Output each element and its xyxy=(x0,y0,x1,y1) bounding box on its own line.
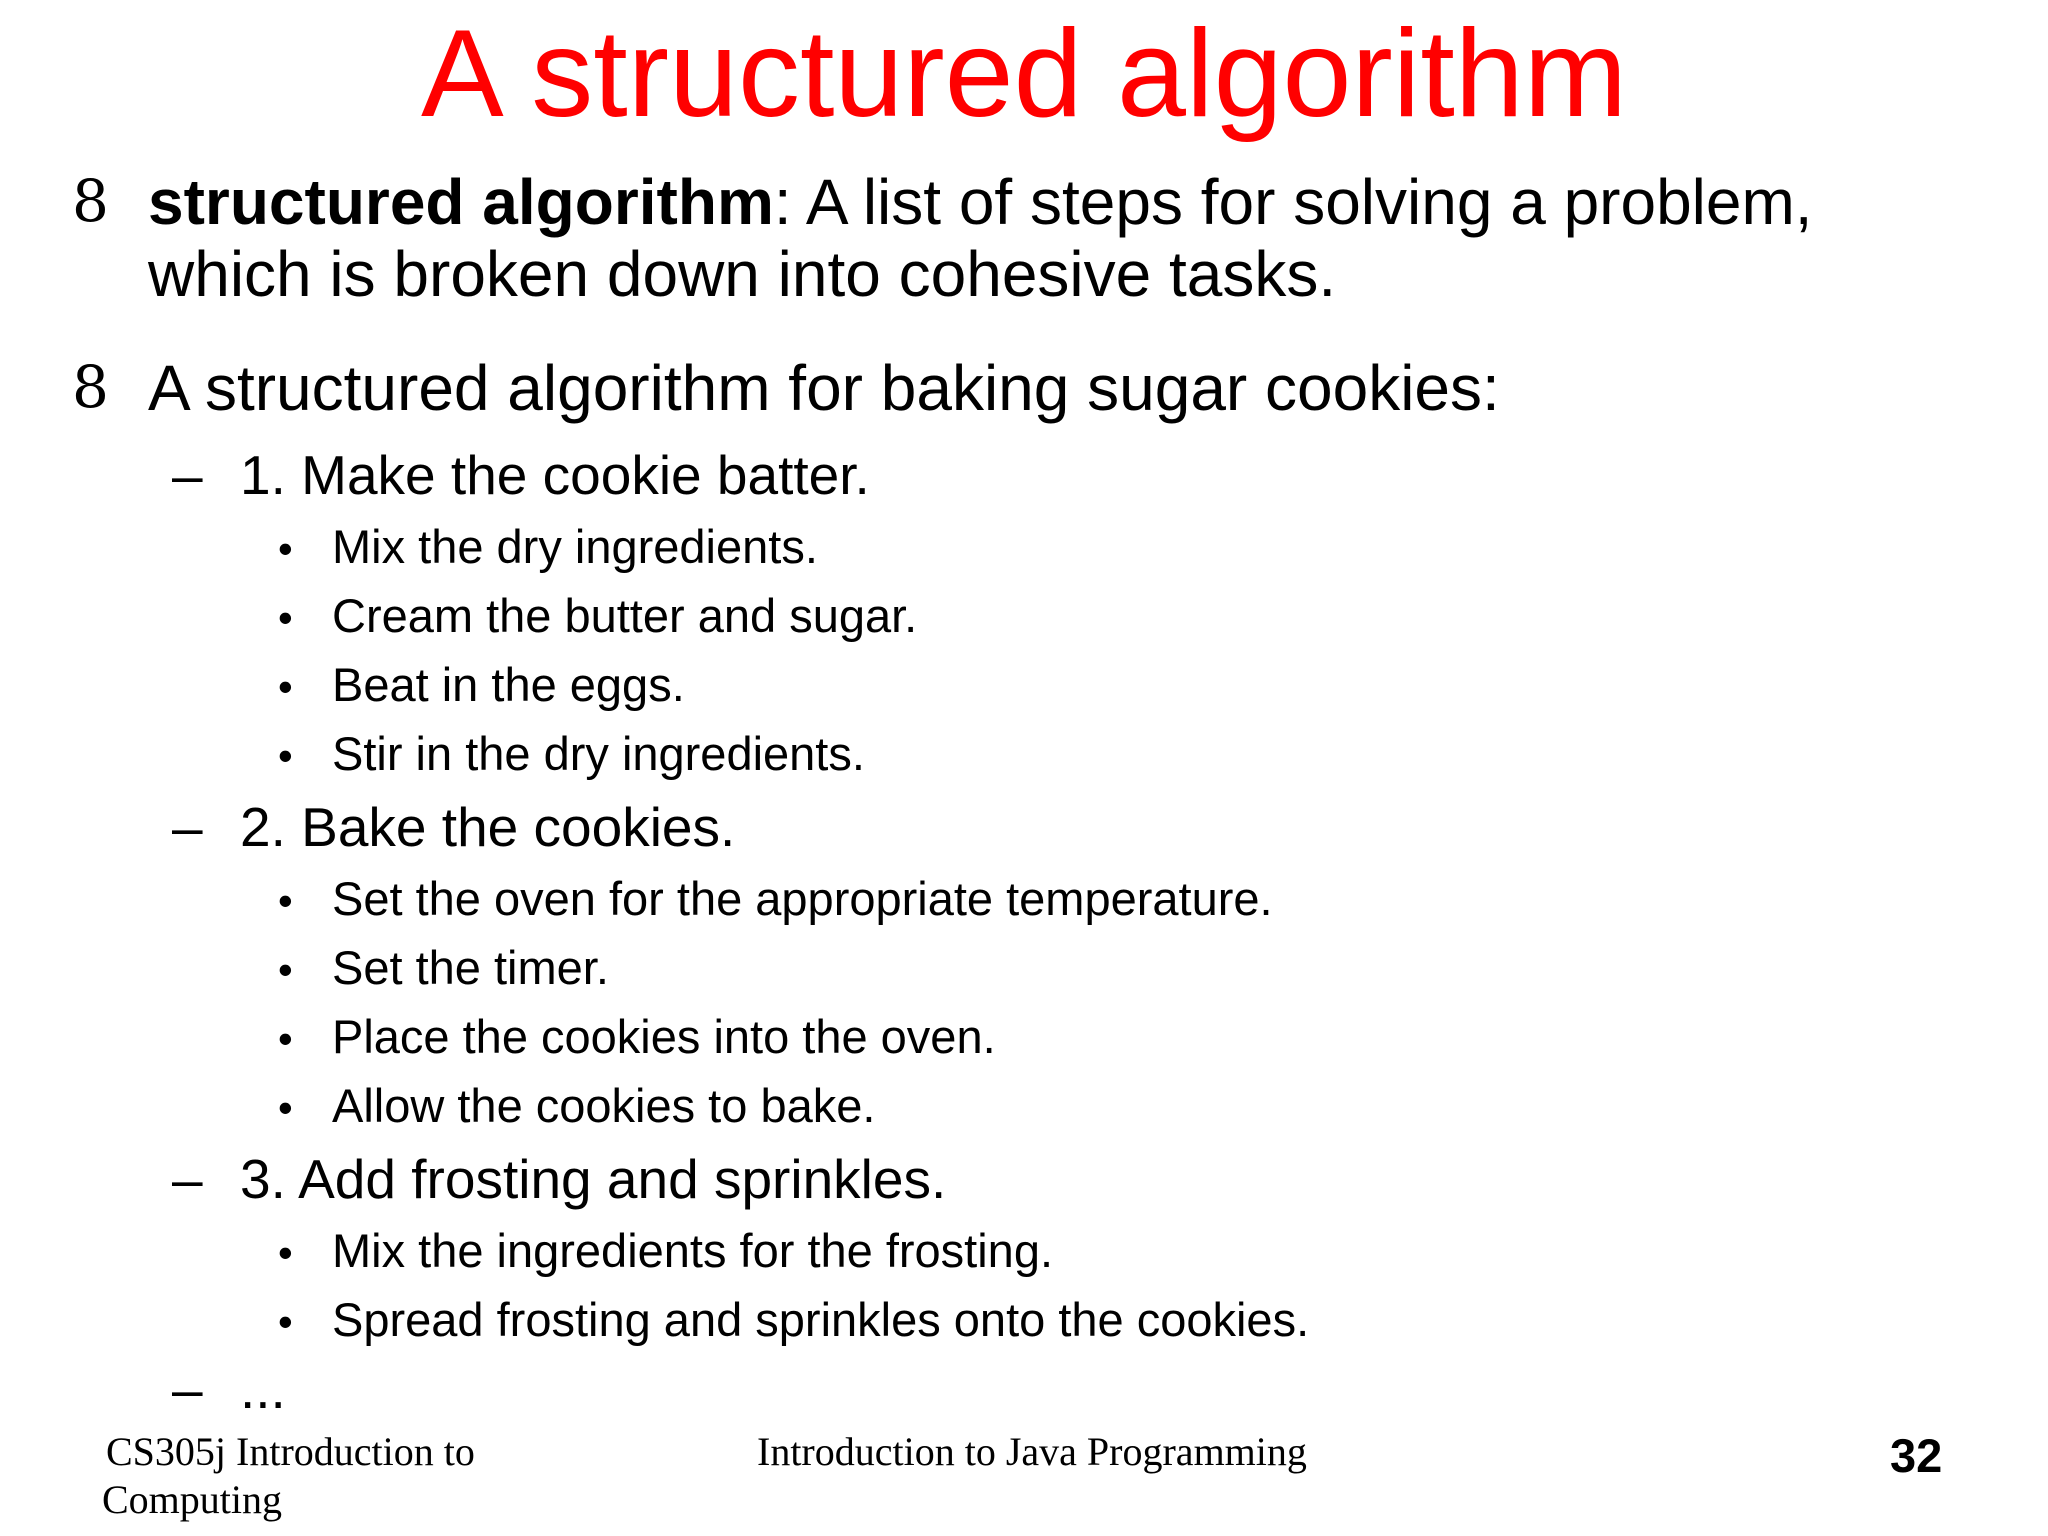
bullet-glyph: 8 xyxy=(72,353,109,421)
dot-marker: • xyxy=(278,594,293,641)
substep-text: Beat in the eggs. xyxy=(332,658,685,711)
step-label: 3. Add frosting and sprinkles. xyxy=(240,1148,947,1210)
footer-course xyxy=(102,1428,475,1524)
step-label: 1. Make the cookie batter. xyxy=(240,444,870,506)
slide-title: A structured algorithm xyxy=(420,5,1628,143)
definition-separator: : xyxy=(773,166,792,238)
dash-marker: – xyxy=(172,796,203,858)
step-label: 2. Bake the cookies. xyxy=(240,796,736,858)
substep-text: Cream the butter and sugar. xyxy=(332,589,918,642)
substep-text: Set the timer. xyxy=(332,941,609,994)
step-label: ... xyxy=(240,1358,286,1420)
substep-text: Spread frosting and sprinkles onto the cookies. xyxy=(332,1293,1310,1346)
dot-marker: • xyxy=(278,1015,293,1062)
substep-text: Stir in the dry ingredients. xyxy=(332,727,865,780)
dot-marker: • xyxy=(278,877,293,924)
dot-marker: • xyxy=(278,1298,293,1345)
substep-text: Allow the cookies to bake. xyxy=(332,1079,876,1132)
substep-text: Mix the dry ingredients. xyxy=(332,520,818,573)
dash-marker: – xyxy=(172,444,203,506)
footer-title: Introduction to Java Programming xyxy=(757,1429,1307,1474)
definition-line-1 xyxy=(148,166,1813,238)
definition-term: structured algorithm xyxy=(148,166,774,238)
definition-bullet xyxy=(148,166,1813,310)
dash-marker: – xyxy=(172,1148,203,1210)
dot-marker: • xyxy=(278,663,293,710)
intro-bullet: A structured algorithm for baking sugar cookies: xyxy=(148,352,1500,424)
footer-course-line-1: CS305j Introduction to xyxy=(106,1429,475,1474)
dot-marker: • xyxy=(278,732,293,779)
substep-text: Mix the ingredients for the frosting. xyxy=(332,1224,1054,1277)
dot-marker: • xyxy=(278,525,293,572)
dot-marker: • xyxy=(278,946,293,993)
dot-marker: • xyxy=(278,1229,293,1276)
substep-text: Set the oven for the appropriate temperature. xyxy=(332,872,1273,925)
substep-text: Place the cookies into the oven. xyxy=(332,1010,996,1063)
footer-course-line-2: Computing xyxy=(102,1477,283,1522)
bullet-glyph: 8 xyxy=(72,167,109,235)
page-number: 32 xyxy=(1890,1429,1943,1482)
definition-text-1: A list of steps for solving a problem, xyxy=(791,166,1813,238)
definition-line-2: which is broken down into cohesive tasks. xyxy=(148,238,1337,310)
dash-marker: – xyxy=(172,1358,203,1420)
dot-marker: • xyxy=(278,1084,293,1131)
